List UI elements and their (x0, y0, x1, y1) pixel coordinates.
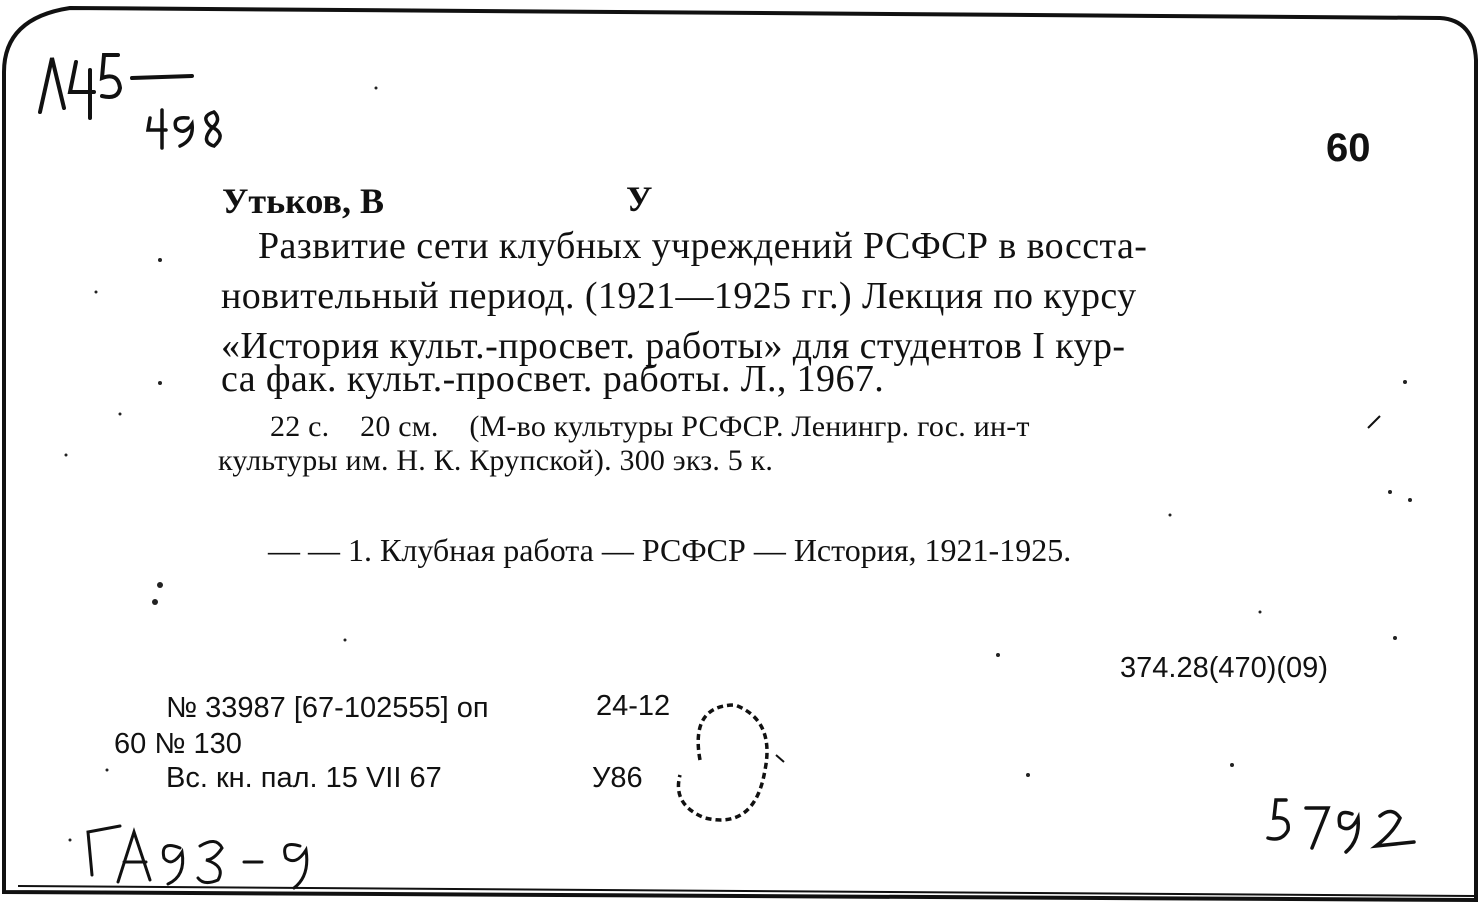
signature-letter: У (626, 179, 653, 219)
subject-heading: — — 1. Клубная работа — РСФСР — История, 1921-1925. (268, 532, 1072, 568)
collation-line-1: 22 с. 20 см. (М-во культуры РСФСР. Ленингр. гос. ин-т (270, 410, 1030, 443)
stamp-circle-icon (678, 705, 767, 820)
card-number: 60 (1326, 126, 1371, 170)
title-line-2: новительный период. (1921—1925 гг.) Лекция по курсу (221, 275, 1137, 317)
registry-line-2: 60 № 130 (114, 728, 242, 760)
registry-date: 24-12 (596, 690, 671, 722)
title-line-3: «История культ.-просвет. работы» для студентов I кур- (221, 325, 1126, 367)
author-heading: Утьков, В (222, 181, 384, 221)
title-line-1: Развитие сети клубных учреждений РСФСР в восста- (258, 225, 1148, 267)
handwritten-inventory-mark (88, 826, 307, 888)
handwritten-shelfmark (40, 55, 192, 118)
registry-line-1: № 33987 [67-102555] оп (166, 692, 489, 724)
title-line-4: са фак. культ.-просвет. работы. Л., 1967. (221, 358, 885, 400)
classification-code: 374.28(470)(09) (1120, 652, 1328, 684)
registry-code: У86 (592, 762, 643, 794)
handwritten-number (1268, 800, 1414, 852)
registry-line-3: Вс. кн. пал. 15 VII 67 (166, 762, 442, 794)
collation-line-2: культуры им. Н. К. Крупской). 300 экз. 5 к. (218, 444, 774, 477)
